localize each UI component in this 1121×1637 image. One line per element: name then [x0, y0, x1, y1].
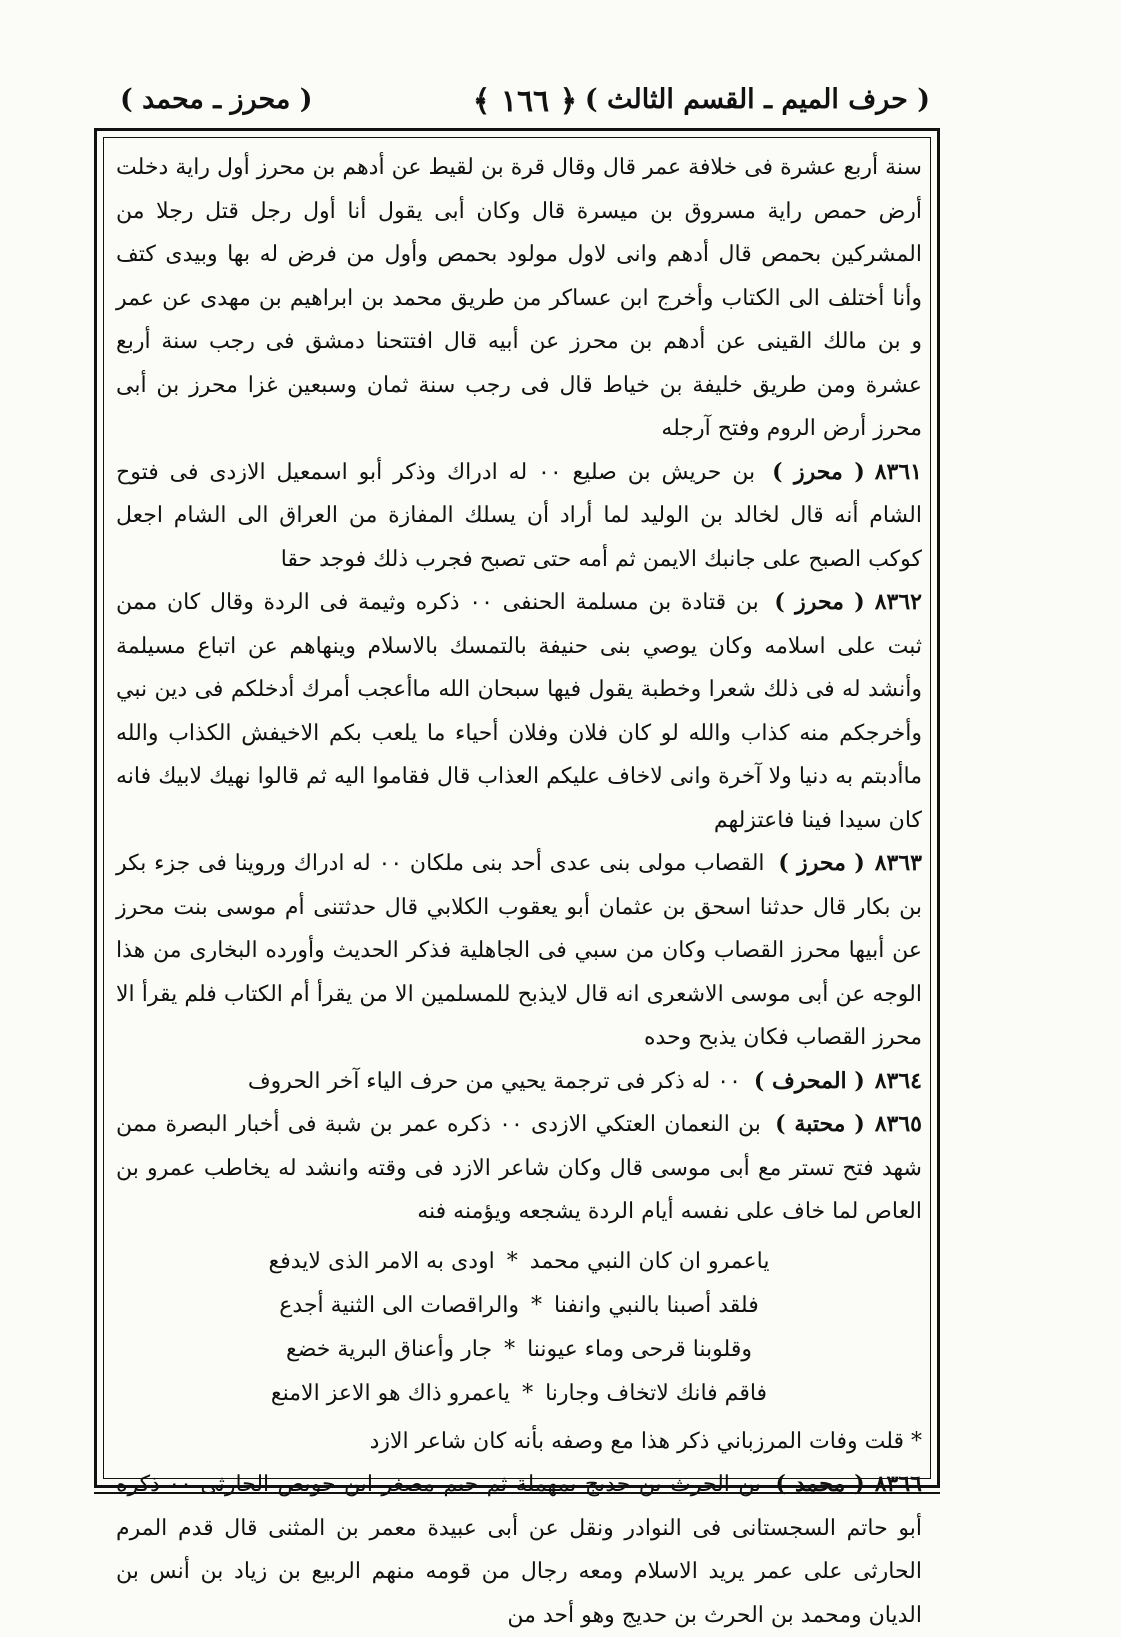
entry-8361 — [116, 451, 922, 582]
entry-text: بن النعمان العتكي الازدى ٠٠ ذكره عمر بن شبة فى أخبار البصرة ممن شهد فتح تستر مع أبى موسى قال وكان شاعر الازد فى وقته وانشد له يخاطب عمرو بن العاص لما خاف على نفسه أيام الردة يشجعه ويؤمنه فنه — [116, 1112, 922, 1224]
page-header — [120, 78, 930, 122]
entry-text: بن حريش بن صليع ٠٠ له ادراك وذكر أبو اسمعيل الازدى فى فتوح الشام أنه قال لخالد بن الوليد لما أراد أن يسلك المفازة من العراق الى الشام اجعل كوكب الصبح على جانبك الايمن ثم أمه حتى تصبح فجرب ذلك فوجد حقا — [116, 459, 922, 572]
entry-name: ( محرز ) — [772, 458, 865, 485]
hemistich-second: اودى به الامر الذى لايدفع — [268, 1248, 495, 1274]
entry-number: ٨٣٦٦ — [874, 1471, 922, 1497]
entry-8362 — [116, 581, 922, 842]
poem-verse — [116, 1372, 922, 1416]
entry-8364 — [116, 1060, 922, 1104]
entry-text: القصاب مولى بنى عدى أحد بنى ملكان ٠٠ له ادراك وروينا فى جزء بكر بن بكار قال حدثنا اسحق بن عثمان أبو يعقوب الكلابي قال حدثتنى أم موسى بنت محرز عن أبيها محرز القصاب وكان من سبي فى الجاهلية فذكر الحديث وأورده البخارى من هذا الوجه عن أبى موسى الاشعرى انه قال لايذبح للمسلمين الا من يقرأ أم الكتاب فلم يقرأ الا محرز القصاب فكان يذبح وحده — [116, 851, 922, 1050]
entry-name: ( محرز ) — [778, 850, 865, 876]
entry-8365 — [116, 1103, 922, 1234]
verse-separator: * — [522, 1380, 534, 1406]
entry-number: ٨٣٦٢ — [874, 589, 922, 615]
header-section-title: ( حرف الميم ـ القسم الثالث ) — [584, 84, 930, 115]
poem-verse — [116, 1240, 922, 1284]
hemistich-first: ياعمرو ان كان النبي محمد — [529, 1248, 770, 1274]
entry-number: ٨٣٦٣ — [874, 850, 922, 876]
page-number: ﴿ ١٦٦ ﴾ — [472, 84, 578, 119]
poem — [116, 1240, 922, 1416]
page-body — [116, 146, 922, 1628]
verse-separator: * — [531, 1292, 543, 1318]
entry-name: ( محرز ) — [774, 589, 865, 615]
intro-paragraph: سنة أربع عشرة فى خلافة عمر قال وقال قرة بن لقيط عن أدهم بن محرز أول راية دخلت أرض حمص راية مسروق بن ميسرة قال وكان أبى يقول أنا أول رجل قتل رجلا من المشركين بحمص قال أدهم وانى لاول مولود بحمص وأول من فرض له بها وبيدى كتف وأنا أختلف الى الكتاب وأخرج ابن عساكر من طريق محمد بن ابراهيم بن مهدى عن عمر و بن مالك القينى عن أدهم بن محرز عن أبيه قال افتتحنا دمشق فى رجب سنة أربع عشرة ومن طريق خليفة بن خياط قال فى رجب سنة ثمان وسبعين غزا محرز بن أبى محرز أرض الروم وفتح آرجله — [116, 155, 922, 441]
hemistich-second: والراقصات الى الثنية أجدع — [279, 1292, 520, 1318]
hemistich-first: فلقد أصبنا بالنبي وانفنا — [554, 1292, 759, 1318]
entry-name: ( المحرف ) — [753, 1067, 865, 1094]
entry-text: ٠٠ له ذكر فى ترجمة يحيي من حرف الياء آخر الحروف — [247, 1068, 741, 1094]
entry-name: ( محتبة ) — [775, 1111, 865, 1137]
entry-number: ٨٣٦١ — [874, 458, 922, 485]
entry-text: بن الحرث بن حديج بمهملة ثم جيم مصغر ابن حويص الحارثى ٠٠ ذكره أبو حاتم السجستانى فى النوادر ونقل عن أبى عبيدة معمر بن المثنى قال قدم المرم الحارثى على عمر يريد الاسلام ومعه رجال من قومه منهم الربيع بن زياد بن أنس بن الديان ومحمد بن الحرث بن حديج وهو أحد من — [116, 1472, 922, 1628]
poem-verse — [116, 1284, 922, 1328]
entry-8363 — [116, 842, 922, 1060]
entry-number: ٨٣٦٥ — [874, 1111, 922, 1137]
hemistich-second: ياعمرو ذاك هو الاعز الامنع — [270, 1380, 511, 1406]
hemistich-first: فاقم فانك لاتخاف وجارنا — [545, 1380, 768, 1406]
entry-text: بن قتادة بن مسلمة الحنفى ٠٠ ذكره وثيمة فى الردة وقال كان ممن ثبت على اسلامه وكان يوصي بنى حنيفة بالتمسك بالاسلام وينهاهم عن اتباع مسيلمة وأنشد له فى ذلك شعرا وخطبة يقول فيها سبحان الله ماأعجب أمرك أدخلكم فى دين نبي وأخرجكم منه كذاب والله لو كان فلان وفلان أحياء ما يلعب بكم الاخيفش الكذاب والله ماأدبتم به دنيا ولا آخرة وانى لاخاف عليكم العذاب قال فقاموا اليه ثم قالوا نهيك لابيك فانه كان سيدا فينا فاعتزلهم — [116, 590, 922, 833]
poem-verse — [116, 1328, 922, 1372]
header-entry-range: ( محرز ـ محمد ) — [120, 84, 313, 115]
hemistich-first: وقلوبنا قرحى وماء عيوننا — [527, 1336, 752, 1362]
entry-number: ٨٣٦٤ — [874, 1067, 922, 1094]
verse-separator: * — [504, 1336, 516, 1362]
entry-8366 — [116, 1463, 922, 1637]
entry-name: ( محمد ) — [775, 1471, 865, 1497]
verse-separator: * — [506, 1248, 518, 1274]
hemistich-second: جار وأعناق البرية خضع — [286, 1336, 493, 1362]
editor-note: * قلت وفات المرزباني ذكر هذا مع وصفه بأنه كان شاعر الازد — [369, 1428, 922, 1454]
